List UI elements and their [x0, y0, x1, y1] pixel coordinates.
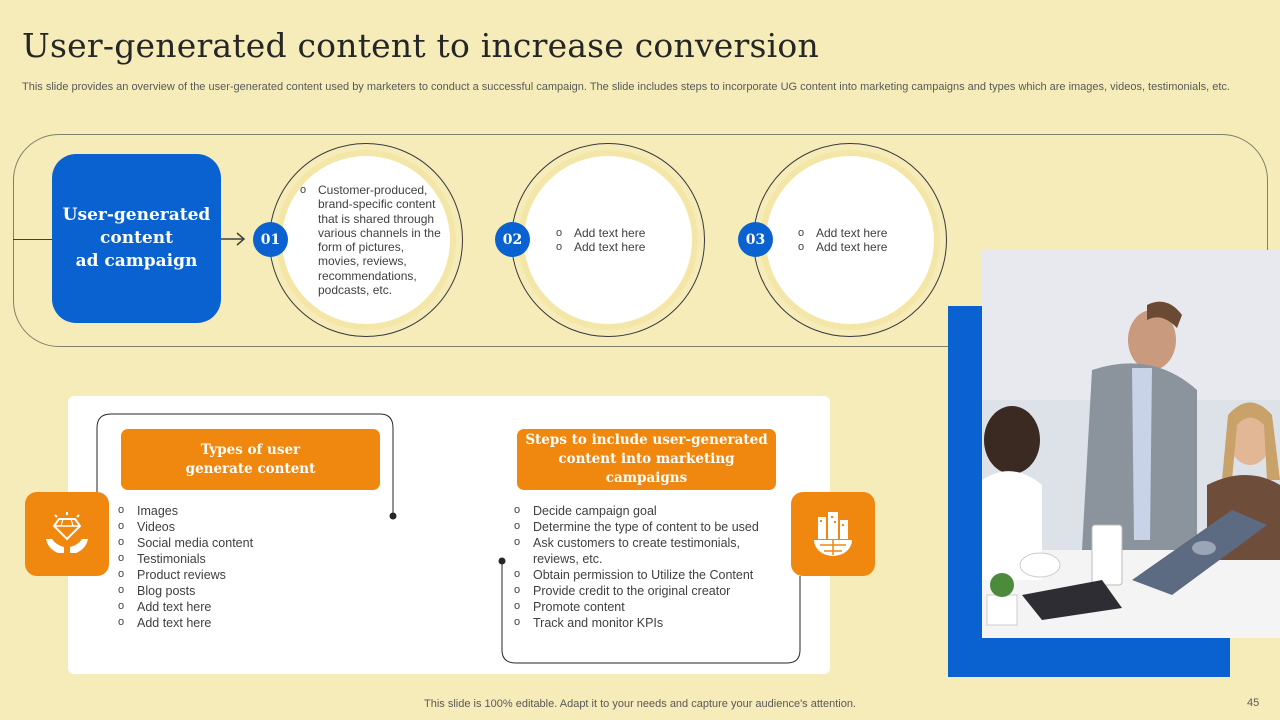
list-item: o Customer-produced, brand-specific content that is shared through various channels in the form of pictures, movies, reviews, recommendations, podcasts, etc. — [300, 183, 442, 297]
step-number-03: 03 — [738, 222, 773, 257]
footer-note: This slide is 100% editable. Adapt it to your needs and capture your audience's attention. — [424, 698, 856, 710]
list-item: o Add text here — [556, 226, 676, 240]
page-number: 45 — [1247, 697, 1260, 709]
list-item: o Blog posts — [118, 583, 318, 599]
city-globe-icon — [791, 492, 875, 576]
types-label: Types of user generate content — [121, 429, 380, 490]
list-item: o Social media content — [118, 535, 318, 551]
list-item: o Add text here — [556, 240, 676, 254]
list-item: o Decide campaign goal — [514, 503, 782, 519]
list-item: o Promote content — [514, 599, 782, 615]
list-item: o Add text here — [798, 240, 918, 254]
list-item: o Provide credit to the original creator — [514, 583, 782, 599]
list-item: o Obtain permission to Utilize the Content — [514, 567, 782, 583]
list-item: o Add text here — [118, 599, 318, 615]
list-item: o Determine the type of content to be used — [514, 519, 782, 535]
page-title: User-generated content to increase conversion — [22, 26, 819, 65]
step-number-02: 02 — [495, 222, 530, 257]
page-subtitle: This slide provides an overview of the user-generated content used by marketers to conduct a successful campaign. The slide includes steps to incorporate UG content into marketing campaigns and types which are images, videos, testimonials, etc. — [22, 81, 1230, 93]
step-number-01: 01 — [253, 222, 288, 257]
list-item: o Ask customers to create testimonials, reviews, etc. — [514, 535, 782, 567]
diamond-hands-icon — [25, 492, 109, 576]
campaign-box: User-generated content ad campaign — [52, 154, 221, 323]
list-item: o Track and monitor KPIs — [514, 615, 782, 631]
list-item: o Testimonials — [118, 551, 318, 567]
steps-include-list — [514, 503, 782, 631]
list-item: o Images — [118, 503, 318, 519]
list-item: o Add text here — [118, 615, 318, 631]
steps-include-label: Steps to include user-generated content into marketing campaigns — [517, 429, 776, 490]
types-list — [118, 503, 318, 631]
list-item: o Videos — [118, 519, 318, 535]
list-item: o Add text here — [798, 226, 918, 240]
list-item: o Product reviews — [118, 567, 318, 583]
